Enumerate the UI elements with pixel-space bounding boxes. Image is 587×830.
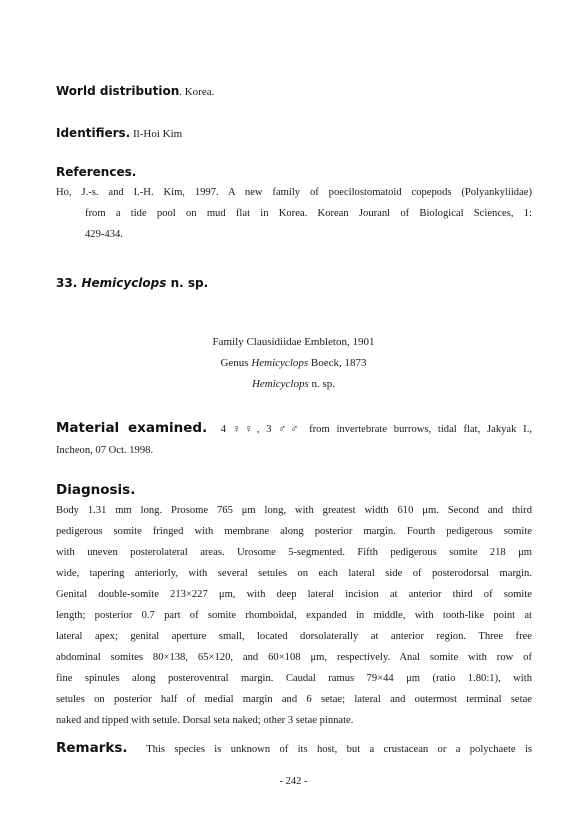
identifiers-text: Il-Hoi Kim xyxy=(133,128,183,140)
reference-line-1: Ho, J.-s. and I.-H. Kim, 1997. A new family of poecilostomatoid copepods (Polyankyliidae) xyxy=(56,187,532,198)
diagnosis-body xyxy=(56,500,532,731)
taxonomy-family: Family Clausidiidae Embleton, 1901 xyxy=(212,336,375,348)
material-line-2: Incheon, 07 Oct. 1998. xyxy=(56,445,154,456)
reference-entry xyxy=(56,182,532,245)
remarks-text: This species is unknown of its host, but a crustacean or a polychaete is xyxy=(146,744,533,755)
reference-line-3: 429-434. xyxy=(85,229,123,240)
diagnosis-line: with uneven posterolateral areas. Urosome 5-segmented. Fifth pedigerous somite 218 μm xyxy=(56,547,532,558)
world-distribution-label: World distribution xyxy=(56,84,180,98)
species-genus: Hemicyclops xyxy=(81,276,167,290)
material-examined xyxy=(56,418,532,461)
world-distribution-text: . Korea. xyxy=(179,86,215,98)
taxonomy-species-suffix: n. sp. xyxy=(311,378,336,390)
world-distribution xyxy=(56,84,214,98)
diagnosis-line: abdominal somites 80×138, 65×120, and 60×108 μm, respectively. Anal somite with row of xyxy=(56,652,532,663)
remarks-label: Remarks. xyxy=(56,740,128,756)
diagnosis-line: length; posterior 0.7 part of somite rhomboidal, expanded in middle, with tooth-like point at xyxy=(56,610,532,621)
taxonomy-genus-prefix: Genus xyxy=(220,357,249,369)
remarks xyxy=(56,738,532,760)
taxonomy-species xyxy=(0,374,587,395)
material-line-1 xyxy=(56,418,532,440)
page-number: - 242 - xyxy=(279,776,308,787)
material-text-1: 4 ♀♀, 3 ♂♂ from invertebrate burrows, tidal flat, Jakyak I., xyxy=(220,424,532,435)
diagnosis-line: wide, tapering anteriorly, with several setules on each lateral side of posterodorsal margin. xyxy=(56,568,532,579)
material-label: Material examined. xyxy=(56,420,208,436)
taxonomy-species-name: Hemicyclops xyxy=(251,378,309,390)
species-number: 33. xyxy=(56,276,78,290)
remarks-line xyxy=(56,738,532,760)
identifiers xyxy=(56,126,182,140)
diagnosis-heading: Diagnosis. xyxy=(56,482,136,498)
taxonomy-block xyxy=(0,332,587,395)
diagnosis-line: fine spinules along posteroventral margin. Caudal ramus 79×44 μm (ratio 1.80:1), with xyxy=(56,673,532,684)
reference-line-2: from a tide pool on mud flat in Korea. Korean Jouranl of Biological Sciences, 1: xyxy=(85,208,532,219)
references-heading: References. xyxy=(56,165,137,179)
species-heading xyxy=(56,276,208,290)
diagnosis-line: setules on posterior half of medial margin and 6 setae; lateral and outermost terminal setae xyxy=(56,694,532,705)
diagnosis-line: naked and tipped with setule. Dorsal seta naked; other 3 setae pinnate. xyxy=(56,715,354,726)
species-suffix: n. sp. xyxy=(170,276,209,290)
diagnosis-line: Body 1.31 mm long. Prosome 765 μm long, with greatest width 610 μm. Second and third xyxy=(56,505,532,516)
taxonomy-genus-author: Boeck, 1873 xyxy=(310,357,367,369)
diagnosis-line: lateral apex; genital aperture small, located dorsolaterally at anterior region. Three free xyxy=(56,631,532,642)
taxonomy-genus-name: Hemicyclops xyxy=(251,357,309,369)
diagnosis-line: pedigerous somite fringed with membrane along posterior margin. Fourth pedigerous somite xyxy=(56,526,532,537)
diagnosis-line: Genital double-somite 213×227 μm, with deep lateral incision at anterior third of somite xyxy=(56,589,532,600)
taxonomy-genus xyxy=(0,353,587,374)
identifiers-label: Identifiers. xyxy=(56,126,131,140)
